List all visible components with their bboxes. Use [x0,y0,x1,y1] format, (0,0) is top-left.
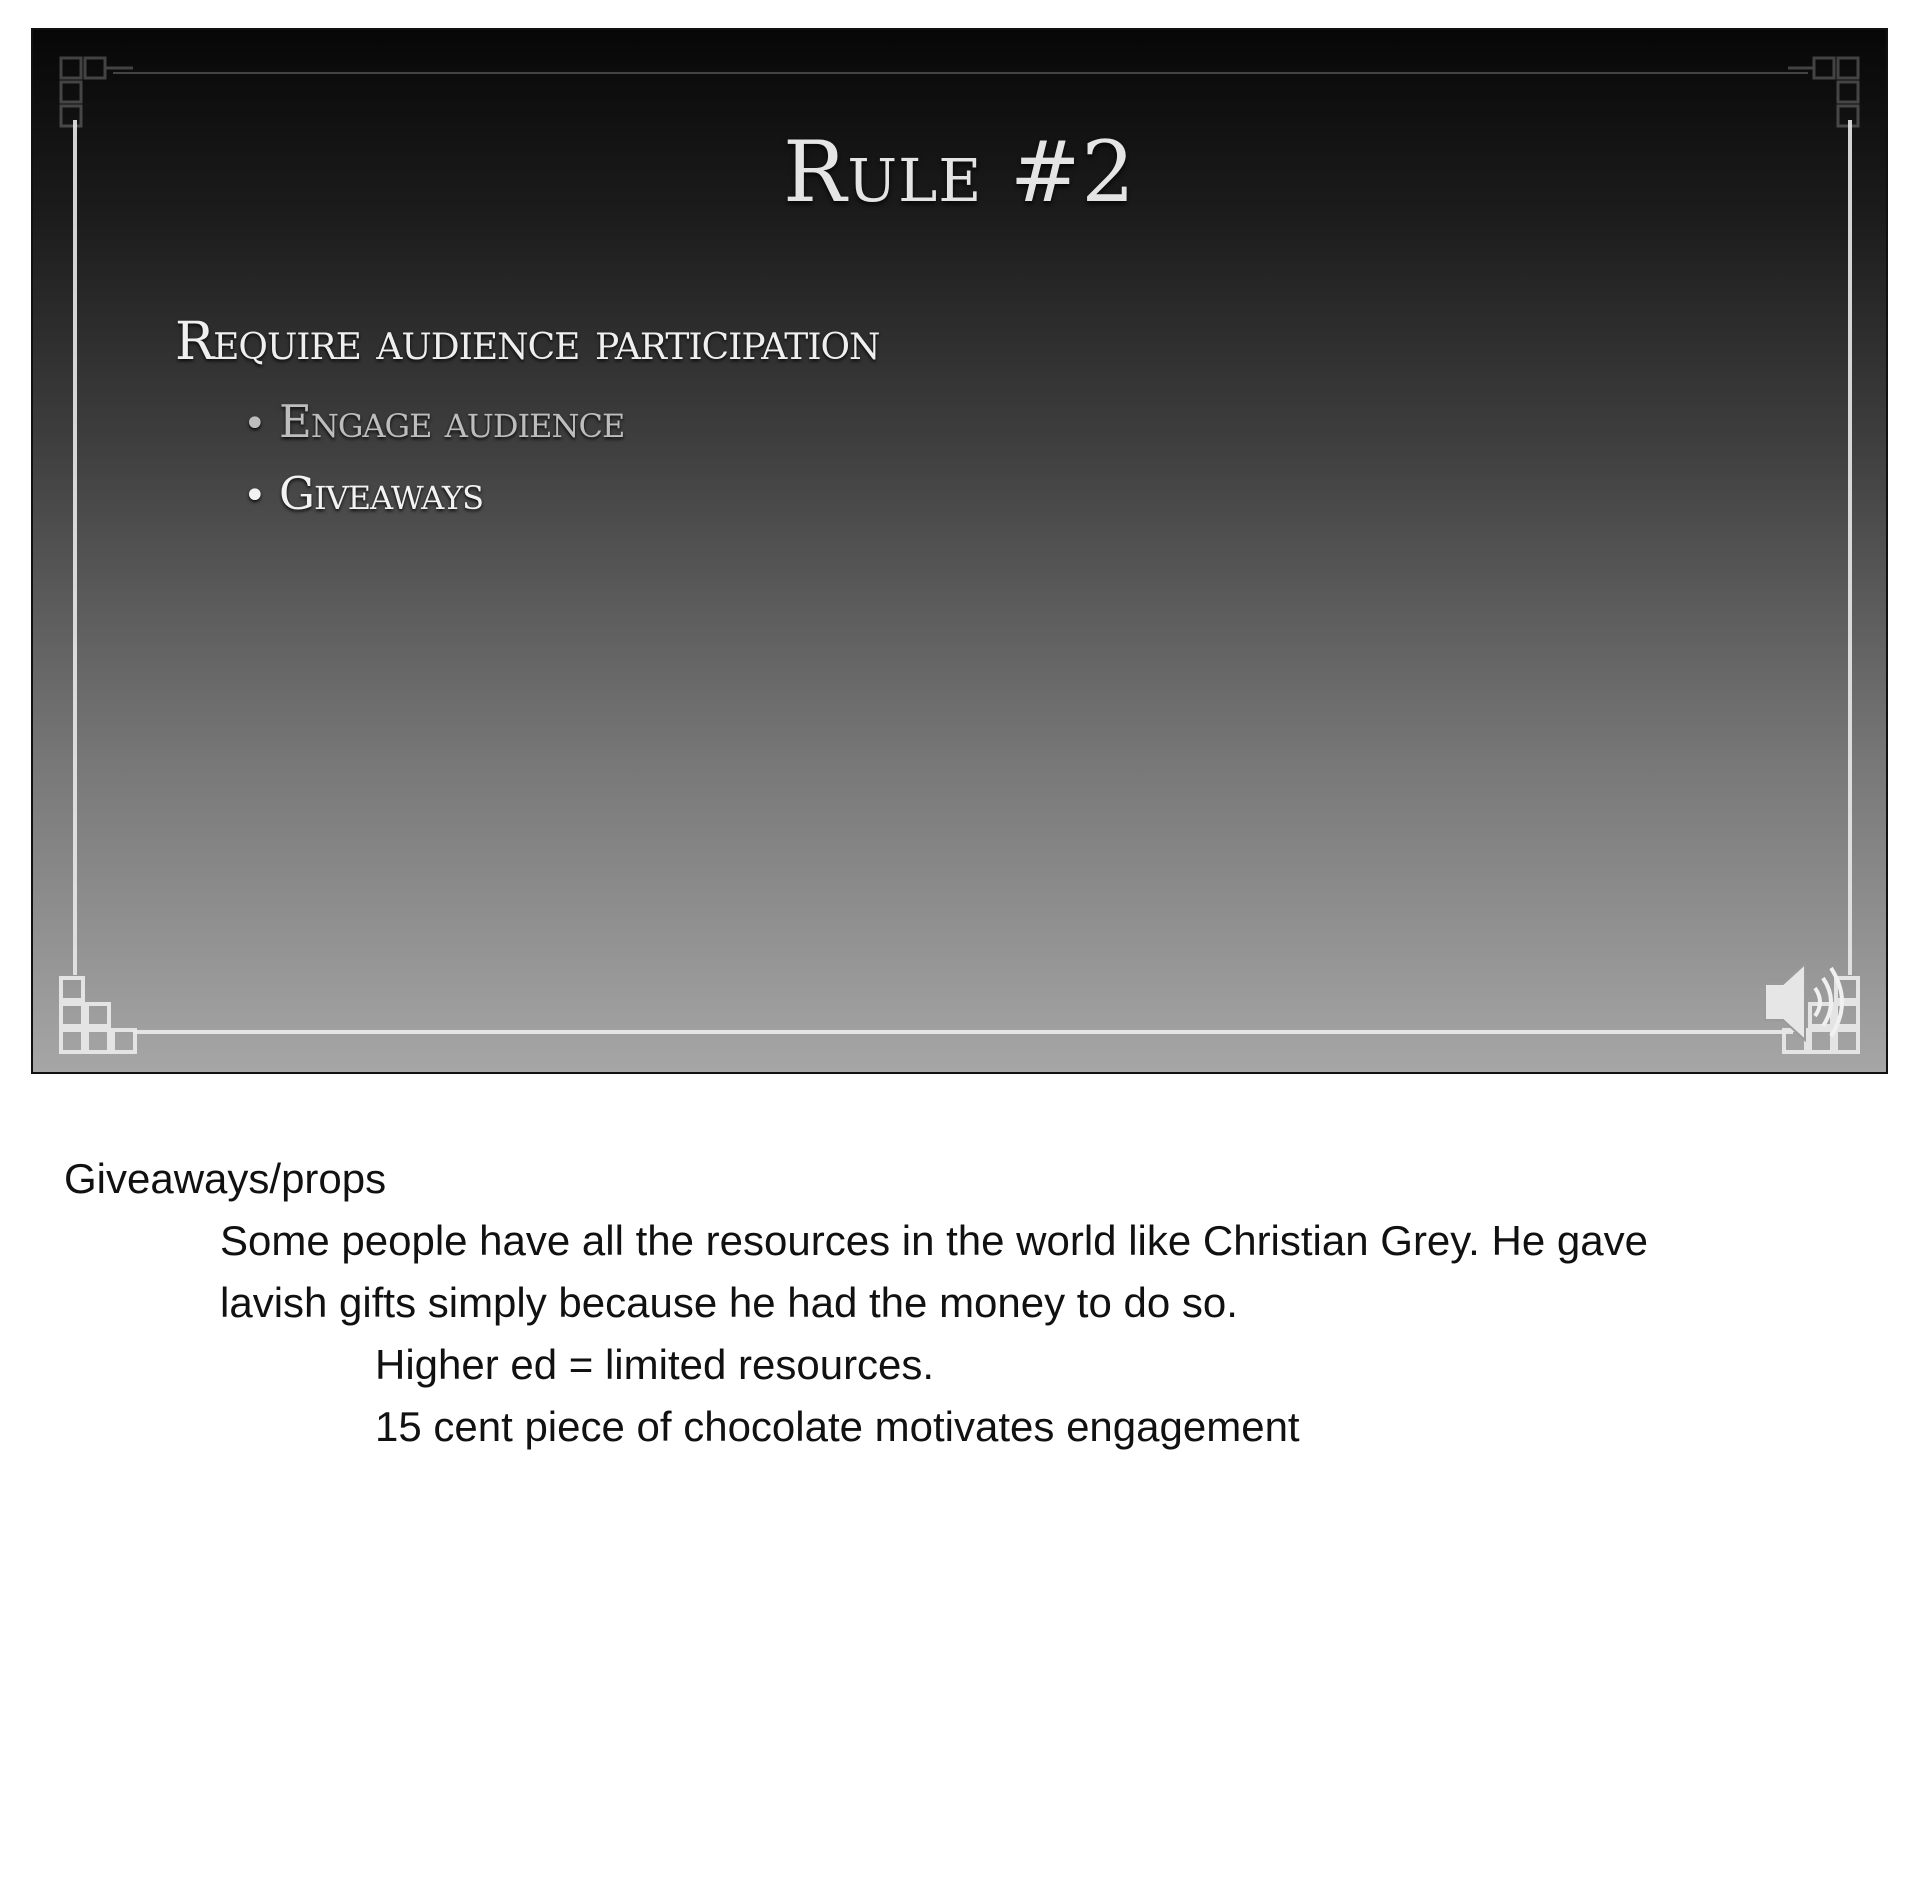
bullet-item [243,459,624,531]
slide-heading: Require audience participation [175,312,880,372]
bullet-list [243,387,624,531]
slide [31,28,1888,1074]
notes-line: Giveaways/props [64,1155,387,1202]
speaker-notes [64,1148,1864,1458]
notes-line: lavish gifts simply because he had the money to do so. [220,1279,1238,1326]
notes-line: Some people have all the resources in the world like Christian Grey. He gave [220,1217,1648,1264]
notes-line: 15 cent piece of chocolate motivates engagement [375,1403,1300,1450]
notes-line: Higher ed = limited resources. [375,1341,935,1388]
bullet-text: Giveaways [279,467,484,520]
bullet-text: Engage audience [279,395,625,448]
speaker-icon[interactable] [1753,952,1863,1052]
bullet-item [243,387,624,459]
bullet-marker: • [243,473,266,519]
slide-title: Rule #2 [783,123,1136,221]
bullet-marker: • [243,401,266,447]
